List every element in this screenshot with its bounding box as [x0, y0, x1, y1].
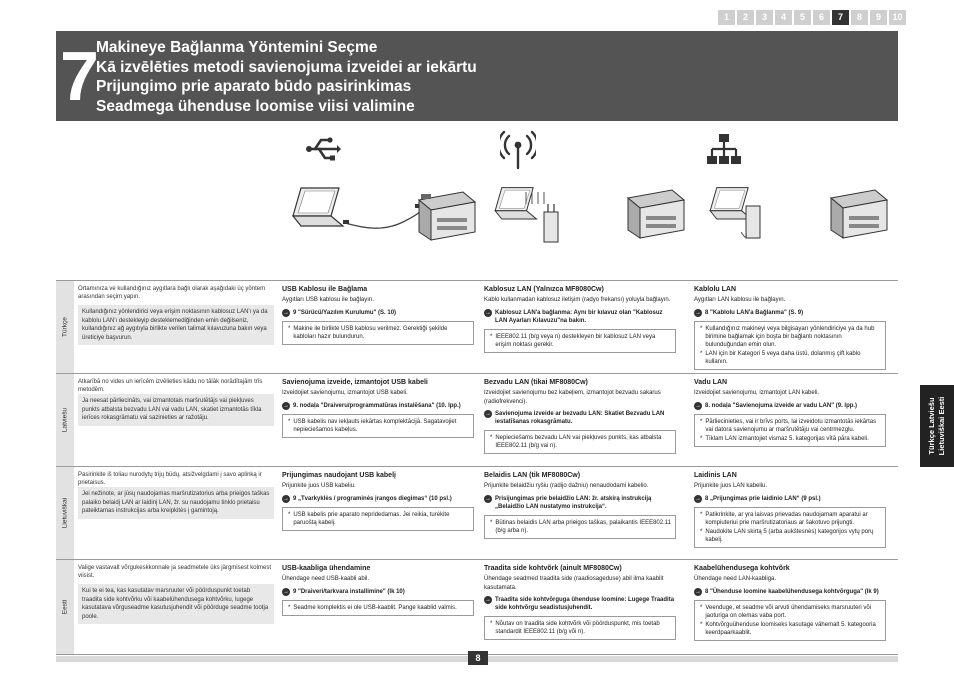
note-box — [282, 600, 474, 616]
method-title: USB Kablosu ile Bağlama — [282, 286, 368, 293]
method-title: Savienojuma izveide, izmantojot USB kabeli — [282, 379, 428, 386]
arrow-right-icon: → — [485, 309, 491, 316]
printer-icon — [413, 188, 477, 244]
arrow-right-icon: → — [695, 309, 701, 316]
method-description: Izveidojiet savienojumu bez kabeļiem, izmantojot bezvadu sakarus (radiofrekvenci). — [484, 390, 661, 405]
bullet: * — [700, 435, 703, 442]
reference-text: 9 "Sürücü/Yazılım Kurulumu" (S. 10) — [293, 309, 397, 316]
note-item — [288, 418, 469, 434]
bullet: * — [700, 621, 703, 628]
note-item — [700, 604, 881, 620]
arrow-right-icon: → — [695, 495, 701, 502]
reference-text: 9 „Tvarkyklės / programinės įrangos diegimas“ (10 psl.) — [293, 495, 452, 502]
laptop-icon — [287, 186, 347, 232]
reference-link[interactable] — [694, 309, 886, 317]
usb-method-cell — [282, 471, 474, 531]
reference-text: 8 „Prijungimas prie laidinio LAN“ (9 psl.) — [705, 495, 821, 502]
reference-text: 9 "Draiveri/tarkvara installimine" (lk 10) — [293, 588, 405, 595]
arrow-right-icon: → — [695, 402, 701, 409]
page-nav-item[interactable]: 5 — [794, 10, 811, 25]
note-text: LAN için bir Kategori 5 veya daha üstü, dolanmış çift kablo kullanın. — [705, 350, 861, 365]
note-item — [700, 435, 881, 443]
language-label: Türkçe — [61, 317, 69, 337]
page-nav-item[interactable]: 7 — [832, 10, 849, 25]
arrow-right-icon: → — [485, 495, 491, 502]
method-description: Prijunkite juos USB kabeliu. — [282, 483, 356, 489]
bullet: * — [700, 604, 703, 611]
note-text: USB kabelis nav iekļauts iekārtas komplektācijā. Sagatavojiet nepieciešamos kabeļus. — [293, 418, 457, 433]
note-box — [484, 430, 676, 454]
reference-link[interactable] — [694, 495, 886, 503]
section-titles — [96, 38, 477, 116]
language-label: Eesti — [61, 599, 69, 615]
bullet: * — [288, 325, 291, 332]
bullet: * — [490, 435, 493, 441]
language-label-cell — [56, 467, 74, 559]
method-description: Prijunkite juos LAN kabeliu. — [694, 483, 768, 489]
method-description: Aygıtları LAN kablosu ile bağlayın. — [694, 297, 786, 303]
method-title: Belaidis LAN (tik MF8080Cw) — [484, 472, 581, 479]
note-item — [700, 325, 881, 349]
method-title: Kablolu LAN — [694, 286, 736, 293]
method-description: Kablo kullanmadan kablosuz iletişim (radyo frekansı) yoluyla bağlayın. — [484, 297, 671, 303]
arrow-right-icon: → — [283, 402, 289, 409]
title-latvian: Kā izvēlēties metodi savienojuma izveidei ar iekārtu — [96, 58, 477, 76]
page-nav-item[interactable]: 3 — [756, 10, 773, 25]
reference-text: Kablosuz LAN'a bağlanma: Aynı bir kılavuz olan "Kablosuz LAN Ayarları Kılavuzu"na bakın. — [495, 309, 663, 324]
bullet: * — [288, 418, 291, 425]
intro-note-box: Kui te ei tea, kas kasutatav marsruuter või pöörduspunkt toetab traadita side kohtvõrku või kaabelühendusega kohtvõrku, lugege kasutatava võrguseadme kasutusjuhendit või pöörduge seadme tootja poole. — [78, 584, 274, 624]
arrow-right-icon: → — [485, 597, 491, 603]
bullet: * — [490, 333, 493, 340]
method-description: Izveidojiet savienojumu, izmantojot LAN kabeli. — [694, 390, 820, 396]
wlan-method-cell — [484, 378, 676, 454]
note-item — [700, 511, 881, 527]
intro-text: Atkarībā no vides un ierīcēm izvēlieties kādu no tālāk norādītajām trīs metodēm. — [78, 379, 263, 394]
side-tab-label — [927, 397, 947, 456]
note-item — [490, 434, 671, 450]
intro-text: Pasirinkite iš toliau nurodytų trijų būdų, atsižvelgdami į savo aplinką ir prietaisus. — [78, 472, 262, 487]
arrow-right-icon: → — [283, 309, 289, 316]
access-point-icon — [540, 204, 562, 244]
note-item — [700, 418, 881, 434]
language-label-cell — [56, 281, 74, 373]
reference-text: 8 "Ühenduse loomine kaabelühendusega kohtvõrguga" (lk 9) — [705, 588, 879, 595]
note-item — [490, 333, 671, 349]
language-side-tab — [920, 385, 954, 467]
note-text: Veenduge, et seadme või arvuti ühendamiseks marsruuteri või jaoturiga on olemas vaba port. — [705, 604, 872, 619]
bullet: * — [490, 519, 493, 526]
note-item — [700, 350, 881, 366]
note-box — [694, 600, 886, 641]
page-navigation — [718, 10, 906, 25]
language-label-cell — [56, 374, 74, 466]
method-description: Izveidojiet savienojumu, izmantojot USB kabeli. — [282, 390, 408, 396]
note-text: Būtinas belaidis LAN arba prieigos taškas, palaikantis IEEE802.11 (b/g arba n). — [495, 519, 672, 534]
method-title: Kablosuz LAN (Yalnızca MF8080Cw) — [484, 286, 604, 293]
reference-link[interactable] — [694, 588, 886, 596]
usb-method-cell — [282, 285, 474, 345]
section-header — [56, 31, 898, 121]
page-nav-item[interactable]: 9 — [870, 10, 887, 25]
method-title: Traadita side kohtvõrk (ainult MF8080Cw) — [484, 565, 622, 572]
intro-note-box: Kullandığınız yönlendirici veya erişim noktasının kablosuz LAN'ı ya da kablolu LAN'ı destekleyip desteklemediğinden emin değilseniz, kullandığınız ağ aygıtıyla birlikte verilen talimat kılavuzuna bakın veya üreticiye başvurun. — [78, 305, 274, 345]
method-description: Aygıtları USB kablosu ile bağlayın. — [282, 297, 374, 303]
lan-method-cell — [694, 285, 886, 370]
method-title: Kaabelühendusega kohtvõrk — [694, 565, 790, 572]
title-lithuanian: Prijungimo prie aparato būdo pasirinkimas — [96, 78, 412, 95]
note-text: Nõutav on traadita side kohtvõrk või pöörduspunkt, mis toetab standardit IEEE802.11 (b/g või n). — [495, 621, 660, 635]
method-description: Prijunkite belaidžiu ryšiu (radijo dažniu) nenaudodami kabelio. — [484, 483, 649, 489]
page-nav-item[interactable]: 2 — [737, 10, 754, 25]
reference-link[interactable] — [694, 402, 886, 410]
note-text: Nepieciešams bezvadu LAN vai piekļuves punkts, kas atbalsta IEEE802.11 (b/g vai n). — [495, 435, 662, 449]
printer-icon — [622, 186, 686, 242]
reference-link[interactable] — [282, 495, 474, 503]
method-title: USB-kaabliga ühendamine — [282, 565, 371, 572]
step-number: 7 — [60, 37, 99, 115]
router-icon — [741, 202, 765, 242]
method-title: Prijungimas naudojant USB kabelį — [282, 472, 396, 479]
note-item — [700, 528, 881, 544]
note-text: Naudokite LAN skirtą 5 (arba aukštesnės) kategorijos vytų porų kabelį. — [705, 528, 874, 543]
method-description: Ühendage seadmed traadita side (raadiosageduse) abil ilma kaablit kasutamata. — [484, 576, 664, 591]
page-nav-item[interactable]: 4 — [775, 10, 792, 25]
reference-text: Savienojuma izveide ar bezvadu LAN: Skatiet Bezvadu LAN iestatīšanas rokasgrāmatu. — [495, 411, 665, 425]
wireless-illustration — [486, 128, 696, 258]
page-nav-item[interactable]: 1 — [718, 10, 735, 25]
note-text: Makine ile birlikte USB kablosu verilmez. Gerektiği şekilde kabloları hazır bulundurun. — [293, 325, 448, 340]
note-text: Tīklam LAN izmantojiet vismaz 5. kategorijas vītā pāra kabeli. — [705, 435, 869, 442]
table-row — [56, 466, 898, 559]
reference-link[interactable] — [484, 309, 676, 325]
note-box — [282, 507, 474, 531]
intro-note-box: Ja neesat pārliecināts, vai izmantotais maršrutētājs vai piekļuves punkts atbalsta bezvadu LAN vai vadu LAN, skatiet izmantotās tīkla ierīces rokasgrāmatu vai sazinieties ar ražotāju. — [78, 394, 274, 426]
note-text: Pārliecinieties, vai ir brīvs ports, lai izveidotu izmantotās iekārtas vai datora savienojumu ar maršrutētāju vai centrmezglu. — [705, 418, 877, 433]
bullet: * — [288, 511, 291, 518]
page-number: 8 — [468, 651, 488, 665]
usb-icon — [305, 132, 341, 166]
lan-method-cell — [694, 378, 886, 447]
lan-method-cell — [694, 564, 886, 641]
intro-text: Ortamınıza ve kullandığınız aygıtlara bağlı olarak aşağıdaki üç yöntem arasından seçim yapın. — [78, 286, 266, 301]
method-title: Bezvadu LAN (tikai MF8080Cw) — [484, 379, 588, 386]
note-item — [490, 519, 671, 535]
arrow-right-icon: → — [485, 411, 491, 417]
note-text: Kullandığınız makineyi veya bilgisayarı yönlendiriciye ya da hub birimine bağlamak için boşta bir bağlantı noktasının bulunduğundan emin olun. — [705, 325, 875, 348]
reference-text: Prisijungimas prie belaidžio LAN: žr. atskirą instrukciją „Belaidžio LAN nustatymo instrukcija“. — [495, 495, 652, 510]
note-item — [490, 620, 671, 636]
wireless-icon — [500, 130, 536, 170]
note-text: Kohtvõrguühenduse loomiseks kasutage vähemalt 5. kategooria keerdpaarkaablit. — [705, 621, 876, 636]
note-text: USB kabelis prie aparato nepridedamas. Jei reikia, turėkite paruoštą kabelį. — [293, 511, 450, 526]
intro-text: Valige vastavalt võrgukeskkonnale ja seadmetele üks järgmisest kolmest viisist. — [78, 565, 271, 580]
lan-method-cell — [694, 471, 886, 548]
method-description: Ühendage need USB-kaabli abil. — [282, 576, 370, 582]
bullet: * — [700, 418, 703, 425]
note-box — [694, 507, 886, 548]
reference-text: 9. nodaļa "Draiveru/programmatūras instalēšana" (10. lpp.) — [293, 402, 461, 409]
reference-text: 8. nodaļa "Savienojuma izveide ar vadu LAN" (9. lpp.) — [705, 402, 858, 409]
note-text: IEEE802.11 (b/g veya n) destekleyen bir kablosuz LAN veya erişim noktası gerekir. — [495, 333, 656, 348]
note-box — [484, 616, 676, 640]
arrow-right-icon: → — [283, 588, 289, 595]
page-nav-item[interactable]: 10 — [889, 10, 906, 25]
note-box — [484, 329, 676, 353]
table-row — [56, 373, 898, 466]
language-label: Lietuviškai — [61, 497, 69, 529]
usb-cable-icon — [343, 198, 423, 238]
language-label: Latviešu — [61, 407, 69, 433]
page-nav-item[interactable]: 8 — [851, 10, 868, 25]
note-box — [484, 515, 676, 539]
reference-link[interactable] — [484, 495, 676, 511]
usb-method-cell — [282, 564, 474, 616]
page-nav-item[interactable]: 6 — [813, 10, 830, 25]
reference-link[interactable] — [484, 596, 676, 612]
title-turkish: Makineye Bağlanma Yöntemini Seçme — [96, 39, 378, 56]
usb-illustration — [285, 128, 485, 258]
note-text: Patikrinkite, ar yra laisvas prievadas naudojamam aparatui ar kompiuteriui prie maršrutizatoriaus ar šakotuvo prijungti. — [705, 511, 868, 526]
method-title: Laidinis LAN — [694, 472, 737, 479]
reference-link[interactable] — [282, 309, 474, 317]
bullet: * — [288, 604, 291, 611]
note-box — [282, 414, 474, 438]
bullet: * — [700, 511, 703, 518]
table-row — [56, 559, 898, 654]
reference-text: 8 "Kablolu LAN'a Bağlanma" (S. 9) — [705, 309, 804, 316]
note-box — [282, 321, 474, 345]
usb-method-cell — [282, 378, 474, 438]
wlan-method-cell — [484, 285, 676, 353]
note-item — [700, 621, 881, 637]
note-box — [694, 414, 886, 447]
reference-link[interactable] — [282, 588, 474, 596]
arrow-right-icon: → — [695, 588, 701, 595]
title-estonian: Seadmega ühenduse loomise viisi valimine — [96, 97, 415, 115]
side-tab-line-1: Türkçe Latviešu — [927, 397, 936, 455]
printer-icon — [825, 186, 889, 242]
language-label-cell — [56, 560, 74, 654]
intro-note-box: Jei nežinote, ar jūsų naudojamas maršrutizatorius arba prieigos taškas palaiko belaidį LAN ar laidinį LAN, žr. su naudojamu tinklo prietaisu pateiktamas instrukcijas arba kreipkitės į gamintoją. — [78, 487, 274, 519]
reference-link[interactable] — [484, 410, 676, 426]
wlan-method-cell — [484, 564, 676, 640]
wlan-method-cell — [484, 471, 676, 539]
arrow-right-icon: → — [283, 495, 289, 502]
bullet: * — [490, 621, 493, 627]
network-icon — [707, 134, 741, 166]
table-row — [56, 280, 898, 373]
method-title: Vadu LAN — [694, 379, 728, 386]
note-box — [694, 321, 886, 370]
reference-link[interactable] — [282, 402, 474, 410]
wired-lan-illustration — [697, 128, 897, 258]
note-item — [288, 604, 469, 612]
note-text: Seadme komplektis ei ole USB-kaablit. Pange kaablid valmis. — [293, 604, 457, 611]
reference-text: Traadita side kohtvõrguga ühenduse loomine: Lugege Traadita side kohtvõrgu seadistusjuhendit. — [495, 597, 675, 611]
side-tab-line-2: Lietuviškai Eesti — [937, 396, 946, 456]
note-item — [288, 325, 469, 341]
bullet: * — [700, 350, 703, 357]
bullet: * — [700, 325, 703, 332]
note-item — [288, 511, 469, 527]
bullet: * — [700, 528, 703, 535]
method-description: Ühendage need LAN-kaabliga. — [694, 576, 777, 582]
